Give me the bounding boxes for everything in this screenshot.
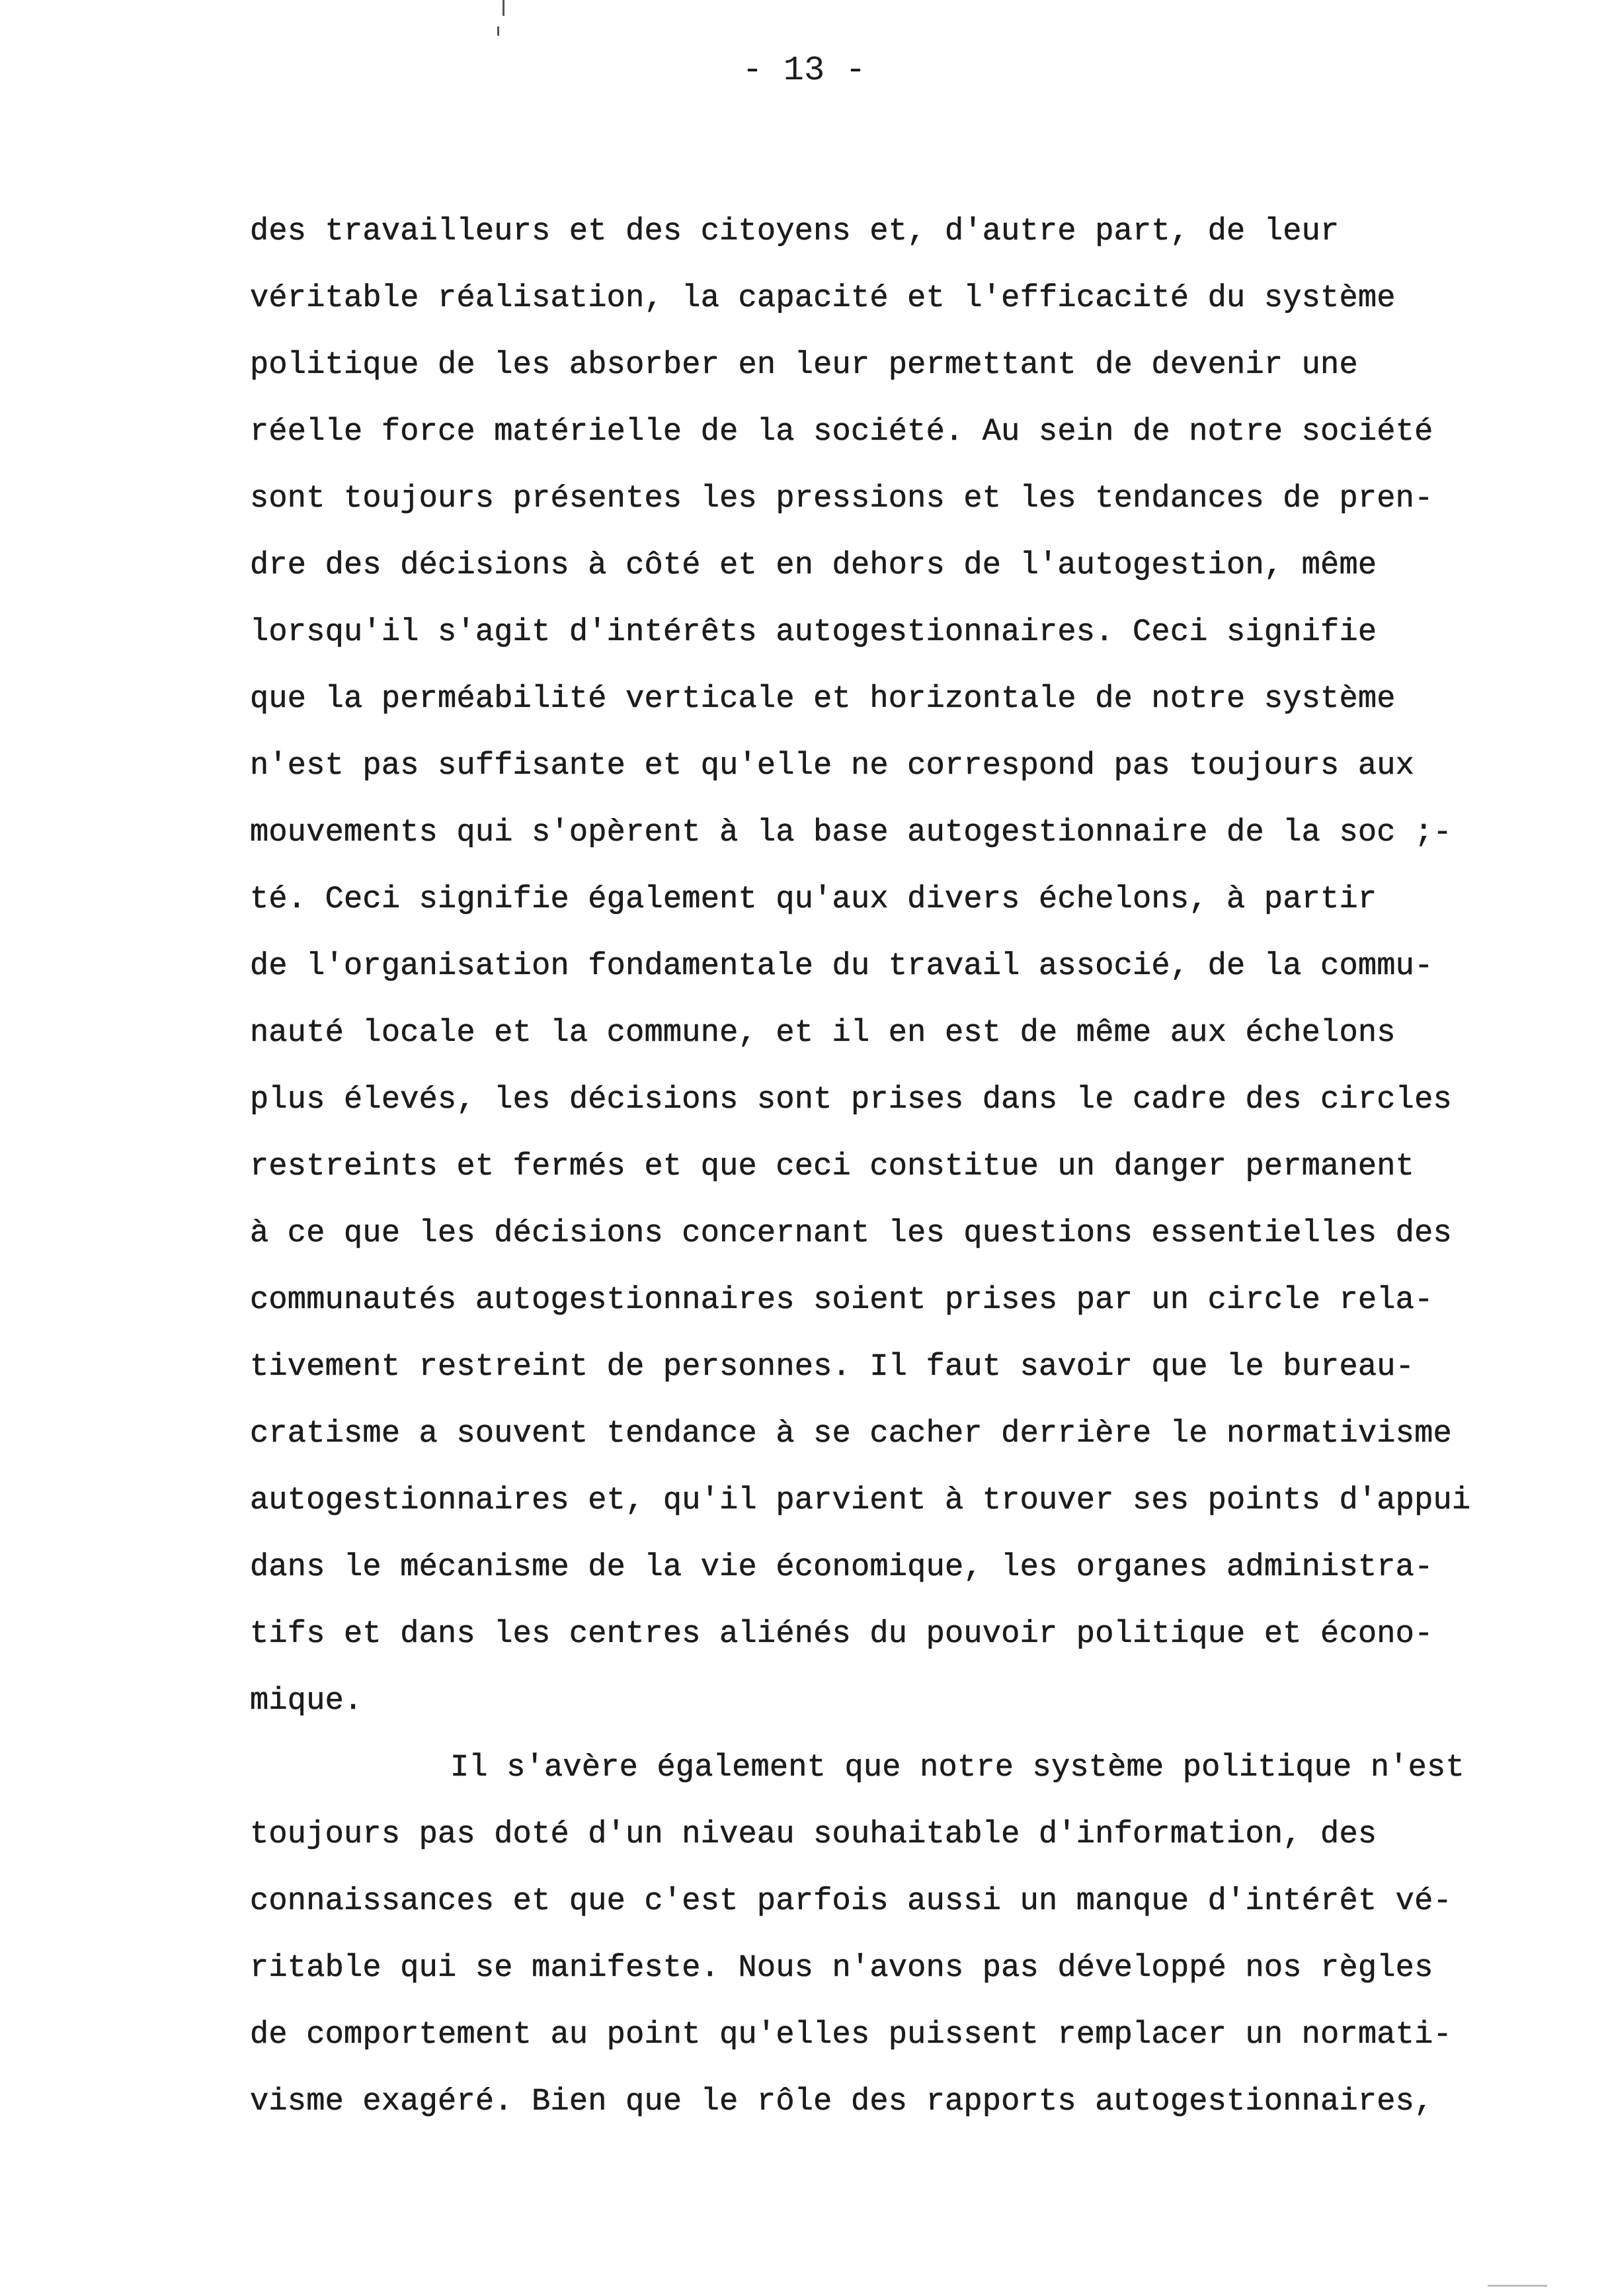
text-line: véritable réalisation, la capacité et l'efficacité du système bbox=[250, 281, 1396, 316]
text-line: mouvements qui s'opèrent à la base autogestionnaire de la soc ;- bbox=[250, 815, 1452, 850]
text-line: restreints et fermés et que ceci constitue un danger permanent bbox=[250, 1149, 1415, 1184]
text-line: tifs et dans les centres aliénés du pouvoir politique et écono- bbox=[250, 1617, 1433, 1652]
text-line: que la perméabilité verticale et horizontale de notre système bbox=[250, 682, 1396, 717]
text-line: mique. bbox=[250, 1684, 363, 1719]
text-line: autogestionnaires et, qu'il parvient à trouver ses points d'appui bbox=[250, 1483, 1471, 1518]
text-line: de l'organisation fondamentale du travail associé, de la commu- bbox=[250, 949, 1433, 984]
text-line: communautés autogestionnaires soient prises par un circle rela- bbox=[250, 1283, 1433, 1318]
text-line: ritable qui se manifeste. Nous n'avons pas développé nos règles bbox=[250, 1951, 1433, 1986]
scan-mark bbox=[502, 0, 504, 16]
text-line: de comportement au point qu'elles puissent remplacer un normati- bbox=[250, 2018, 1452, 2053]
text-line: cratisme a souvent tendance à se cacher derrière le normativisme bbox=[250, 1416, 1452, 1452]
text-line: connaissances et que c'est parfois aussi un manque d'intérêt vé- bbox=[250, 1884, 1452, 1919]
text-line: lorsqu'il s'agit d'intérêts autogestionnaires. Ceci signifie bbox=[250, 615, 1377, 650]
text-line: tivement restreint de personnes. Il faut savoir que le bureau- bbox=[250, 1350, 1415, 1385]
document-body bbox=[250, 198, 1572, 2135]
text-line: té. Ceci signifie également qu'aux divers échelons, à partir bbox=[250, 882, 1377, 917]
text-line: sont toujours présentes les pressions et les tendances de pren- bbox=[250, 481, 1433, 516]
text-line: à ce que les décisions concernant les questions essentielles des bbox=[250, 1216, 1452, 1251]
text-line: nauté locale et la commune, et il en est de même aux échelons bbox=[250, 1016, 1396, 1051]
text-line: toujours pas doté d'un niveau souhaitable d'information, des bbox=[250, 1817, 1377, 1852]
scan-mark bbox=[497, 26, 499, 36]
text-line: réelle force matérielle de la société. Au sein de notre société bbox=[250, 415, 1433, 450]
text-line: des travailleurs et des citoyens et, d'autre part, de leur bbox=[250, 214, 1340, 249]
text-line: n'est pas suffisante et qu'elle ne correspond pas toujours aux bbox=[250, 749, 1415, 784]
text-line: Il s'avère également que notre système politique n'est bbox=[450, 1750, 1465, 1785]
text-line: politique de les absorber en leur permettant de devenir une bbox=[250, 348, 1358, 383]
page-number: - 13 - bbox=[742, 51, 866, 90]
scan-mark bbox=[1488, 2285, 1547, 2287]
text-line: visme exagéré. Bien que le rôle des rapports autogestionnaires, bbox=[250, 2084, 1433, 2119]
text-line: dre des décisions à côté et en dehors de l'autogestion, même bbox=[250, 548, 1377, 583]
text-line: dans le mécanisme de la vie économique, les organes administra- bbox=[250, 1550, 1433, 1585]
text-line: plus élevés, les décisions sont prises dans le cadre des circles bbox=[250, 1083, 1452, 1118]
